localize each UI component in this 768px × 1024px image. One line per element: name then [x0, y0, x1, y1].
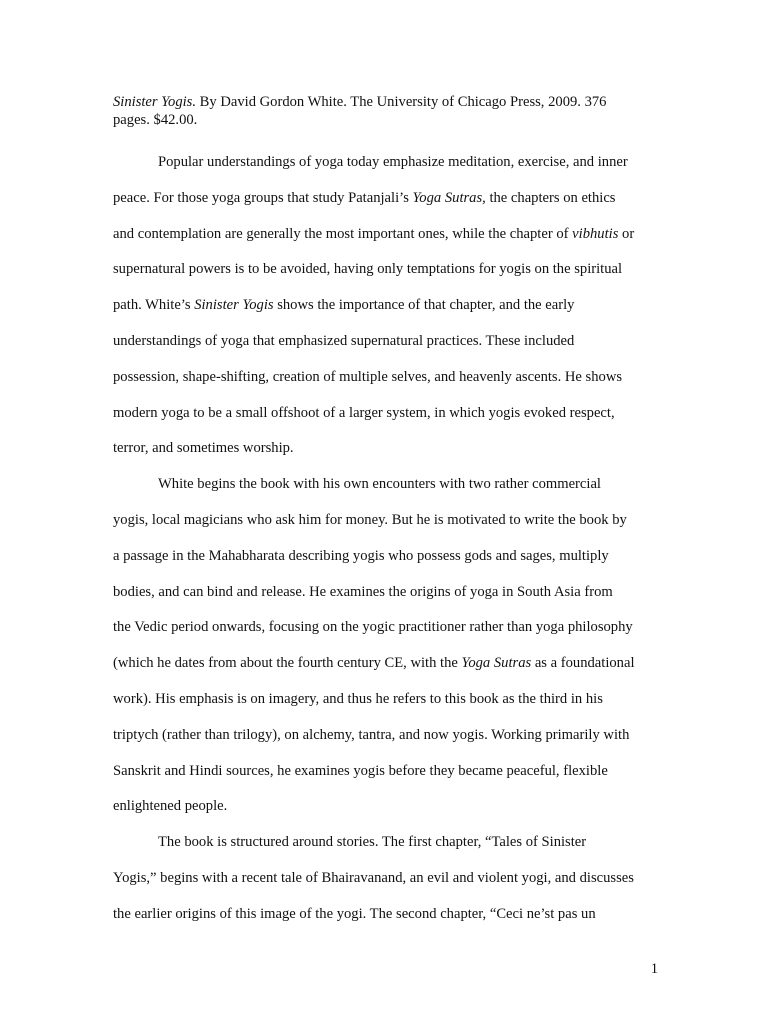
text-run: yogis, local magicians who ask him for money. But he is motivated to write the book by — [113, 511, 627, 528]
text-line — [113, 539, 658, 575]
text-run: a passage in the Mahabharata describing yogis who possess gods and sages, multiply — [113, 547, 609, 564]
text-line — [113, 360, 658, 396]
citation-details: By David Gordon White. The University of Chicago Press, 2009. 376 — [196, 94, 607, 110]
text-line — [113, 718, 658, 754]
text-run: triptych (rather than trilogy), on alchemy, tantra, and now yogis. Working primarily with — [113, 726, 630, 743]
text-run: Popular understandings of yoga today emphasize meditation, exercise, and inner — [158, 154, 628, 170]
text-line — [113, 682, 658, 718]
text-run: , the chapters on ethics — [482, 189, 616, 206]
book-title: Sinister Yogis. — [113, 94, 196, 110]
text-run: modern yoga to be a small offshoot of a larger system, in which yogis evoked respect, — [113, 404, 615, 421]
text-run: terror, and sometimes worship. — [113, 440, 294, 457]
text-run: peace. For those yoga groups that study Patanjali’s — [113, 189, 413, 206]
text-line — [113, 610, 658, 646]
page-number: 1 — [650, 961, 658, 977]
italic-title: Sinister Yogis — [194, 297, 274, 314]
text-line — [113, 789, 658, 825]
italic-title: Yoga Sutras — [412, 189, 483, 206]
text-line — [113, 252, 658, 288]
text-line — [113, 396, 658, 432]
text-line — [113, 145, 658, 181]
citation-details-continued: pages. $42.00. — [113, 112, 198, 128]
text-run: (which he dates from about the fourth century CE, with the — [113, 655, 462, 672]
text-run: path. White’s — [113, 297, 195, 314]
text-run: the earlier origins of this image of the yogi. The second chapter, “Ceci ne’st pas un — [113, 905, 596, 922]
text-line — [113, 181, 658, 217]
text-run: possession, shape-shifting, creation of multiple selves, and heavenly ascents. He shows — [113, 368, 623, 385]
text-run: work). His emphasis is on imagery, and thus he refers to this book as the third in his — [113, 690, 603, 707]
text-run: supernatural powers is to be avoided, having only temptations for yogis on the spiritual — [113, 261, 623, 278]
text-line — [113, 503, 658, 539]
text-line — [113, 754, 658, 790]
italic-title: Yoga Sutras — [461, 655, 532, 672]
text-line — [113, 288, 658, 324]
text-line — [113, 825, 658, 861]
text-line — [113, 897, 658, 933]
text-line — [113, 324, 658, 360]
text-run: White begins the book with his own encounters with two rather commercial — [158, 476, 601, 493]
text-line — [113, 575, 658, 611]
text-line — [113, 431, 658, 467]
text-line — [113, 861, 658, 897]
text-run: bodies, and can bind and release. He examines the origins of yoga in South Asia from — [113, 583, 613, 600]
text-run: and contemplation are generally the most important ones, while the chapter of — [113, 225, 573, 242]
text-line — [113, 217, 658, 253]
text-run: enlightened people. — [113, 798, 228, 815]
citation-header — [113, 93, 658, 129]
text-run: understandings of yoga that emphasized supernatural practices. These included — [113, 332, 575, 349]
italic-title: vibhutis — [572, 225, 619, 242]
text-run: the Vedic period onwards, focusing on the yogic practitioner rather than yoga philosophy — [113, 619, 633, 636]
text-run: as a foundational — [531, 655, 635, 672]
review-body — [113, 145, 658, 933]
text-line — [113, 467, 658, 503]
text-run: shows the importance of that chapter, and the early — [273, 297, 575, 314]
text-run: Yogis,” begins with a recent tale of Bhairavanand, an evil and violent yogi, and discusses — [113, 869, 634, 886]
text-run: Sanskrit and Hindi sources, he examines yogis before they became peaceful, flexible — [113, 762, 608, 779]
text-run: or — [618, 225, 635, 242]
text-run: The book is structured around stories. The first chapter, “Tales of Sinister — [158, 834, 587, 851]
text-line — [113, 646, 658, 682]
